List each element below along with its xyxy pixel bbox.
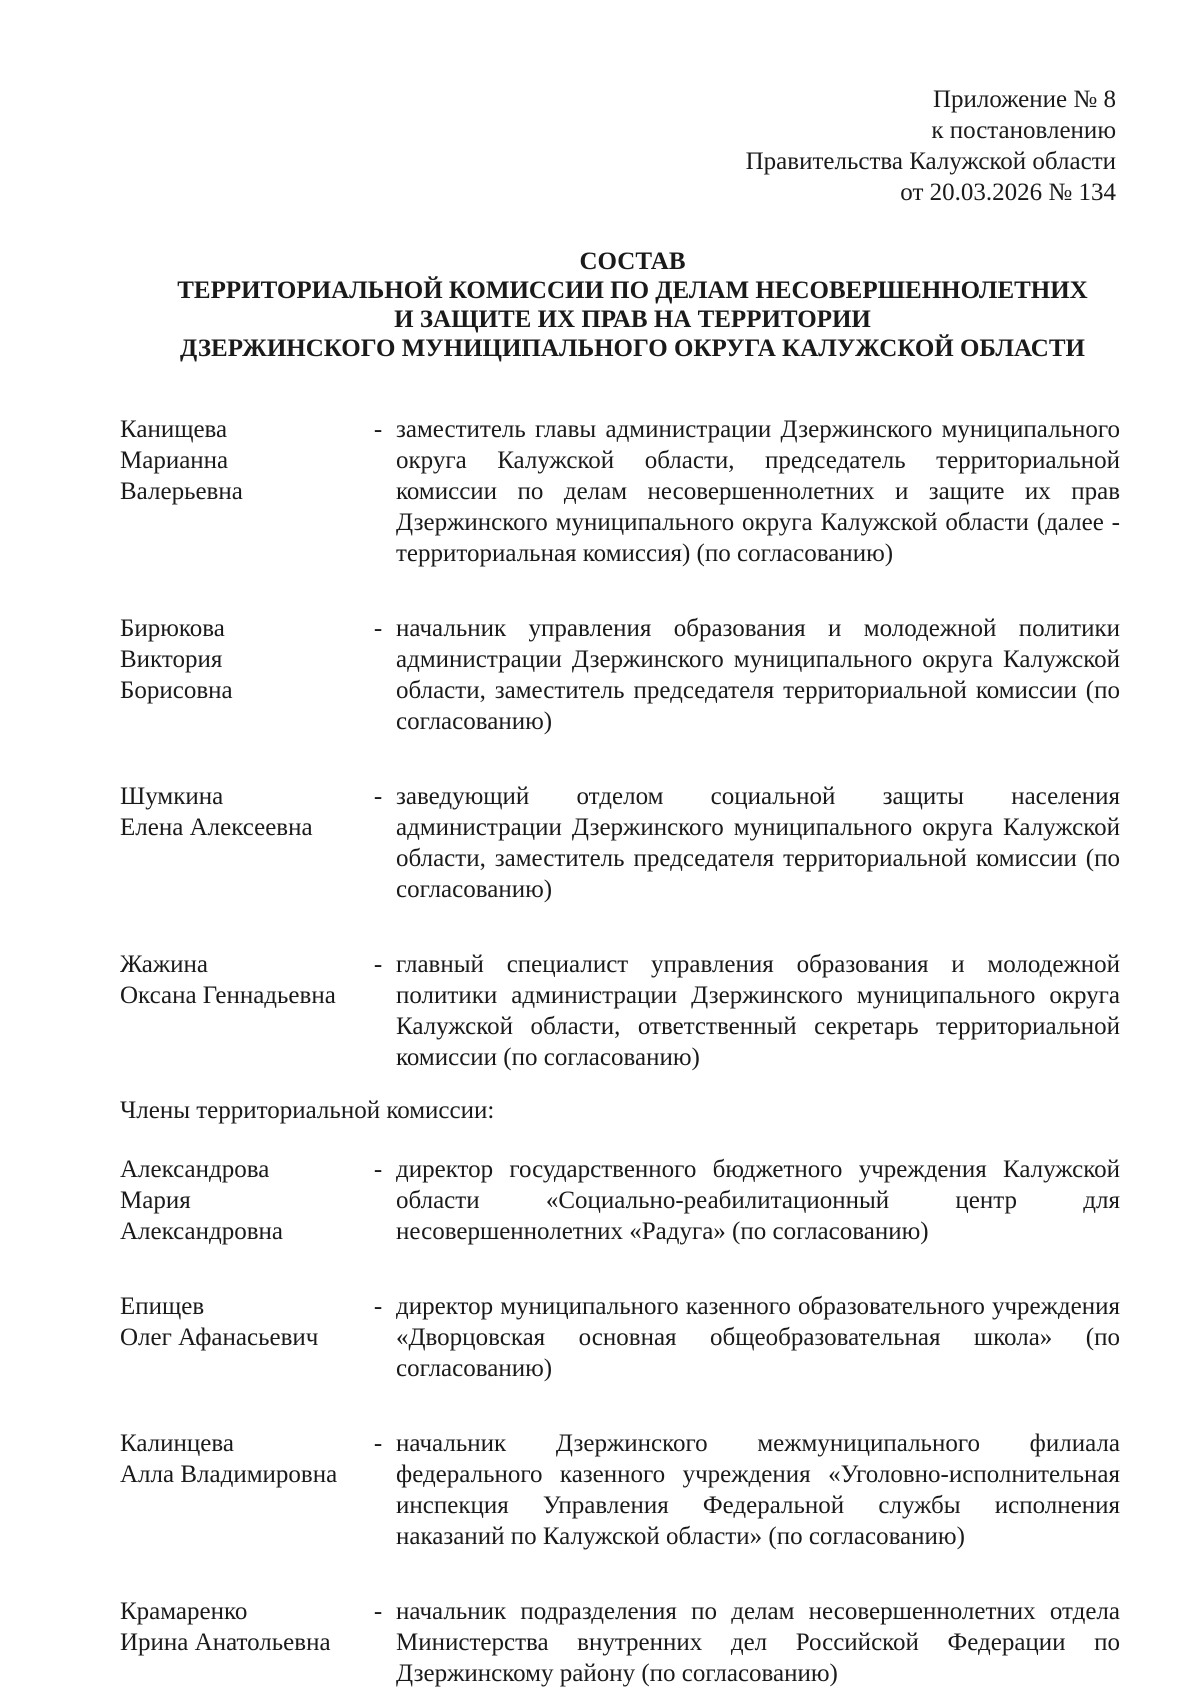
dash: - <box>373 1156 383 1183</box>
appendix-ref: к постановлению <box>931 117 1116 144</box>
dash: - <box>373 615 383 642</box>
dash: - <box>373 1293 383 1320</box>
appendix-date: от 20.03.2026 № 134 <box>900 179 1116 206</box>
person-role: начальник Дзержинского межмуниципального филиала федерального казенного учреждения «Уголовно-исполнительная инспекция Управления Федеральной службы исполнения наказаний по Калужской области» (по согласованию) <box>396 1430 1120 1550</box>
person-name <box>120 414 360 569</box>
members-heading: Члены территориальной комиссии: <box>120 1097 495 1124</box>
name-line: Виктория <box>120 646 223 673</box>
dash: - <box>373 951 383 978</box>
name-line: Борисовна <box>120 677 233 704</box>
member-entry <box>120 1428 1120 1552</box>
person-role: начальник подразделения по делам несовершеннолетних отдела Министерства внутренних дел Российской Федерации по Дзержинскому району (по согласованию) <box>396 1598 1120 1687</box>
person-role: начальник управления образования и молодежной политики администрации Дзержинского муниципального округа Калужской области, заместитель председателя территориальной комиссии (по согласованию) <box>396 615 1120 735</box>
name-line: Крамаренко <box>120 1598 248 1625</box>
title-line-3: И ЗАЩИТЕ ИХ ПРАВ НА ТЕРРИТОРИИ <box>394 306 871 333</box>
name-line: Алла Владимировна <box>120 1461 338 1488</box>
person-name <box>120 613 360 737</box>
person-name <box>120 1428 360 1552</box>
title-line-1: СОСТАВ <box>579 248 686 275</box>
name-line: Елена Алексеевна <box>120 814 313 841</box>
leader-entry <box>120 414 1120 569</box>
appendix-authority: Правительства Калужской области <box>745 148 1116 175</box>
name-line: Олег Афанасьевич <box>120 1324 319 1351</box>
person-role: директор государственного бюджетного учреждения Калужской области «Социально-реабилитационный центр для несовершеннолетних «Радуга» (по согласованию) <box>396 1156 1120 1245</box>
name-line: Шумкина <box>120 783 224 810</box>
name-line: Калинцева <box>120 1430 234 1457</box>
document-title <box>0 247 1200 363</box>
name-line: Канищева <box>120 416 228 443</box>
leader-entry <box>120 781 1120 905</box>
person-name <box>120 1154 360 1247</box>
name-line: Александровна <box>120 1218 284 1245</box>
person-name <box>120 1596 360 1689</box>
commission-list <box>120 414 1120 1689</box>
member-entry <box>120 1291 1120 1384</box>
appendix-block <box>556 84 1116 208</box>
member-entry <box>120 1596 1120 1689</box>
title-line-2: ТЕРРИТОРИАЛЬНОЙ КОМИССИИ ПО ДЕЛАМ НЕСОВЕРШЕННОЛЕТНИХ <box>177 277 1088 304</box>
appendix-number: Приложение № 8 <box>932 86 1116 113</box>
name-line: Жажина <box>120 951 209 978</box>
dash: - <box>373 1430 383 1457</box>
name-line: Александрова <box>120 1156 270 1183</box>
person-role: заведующий отделом социальной защиты населения администрации Дзержинского муниципального округа Калужской области, заместитель председателя территориальной комиссии (по согласованию) <box>396 783 1120 903</box>
person-name <box>120 1291 360 1384</box>
name-line: Бирюкова <box>120 615 225 642</box>
person-role: главный специалист управления образования и молодежной политики администрации Дзержинского муниципального округа Калужской области, ответственный секретарь территориальной комиссии (по согласованию) <box>396 951 1120 1071</box>
name-line: Оксана Геннадьевна <box>120 982 336 1009</box>
dash: - <box>373 1598 383 1625</box>
name-line: Епищев <box>120 1293 205 1320</box>
person-role: директор муниципального казенного образовательного учреждения «Дворцовская основная общеобразовательная школа» (по согласованию) <box>396 1293 1120 1382</box>
person-name <box>120 949 360 1073</box>
name-line: Марианна <box>120 447 229 474</box>
name-line: Валерьевна <box>120 478 243 505</box>
dash: - <box>373 783 383 810</box>
leader-entry <box>120 613 1120 737</box>
member-entry <box>120 1154 1120 1247</box>
title-line-4: ДЗЕРЖИНСКОГО МУНИЦИПАЛЬНОГО ОКРУГА КАЛУЖСКОЙ ОБЛАСТИ <box>180 335 1085 362</box>
person-name <box>120 781 360 905</box>
person-role: заместитель главы администрации Дзержинского муниципального округа Калужской области, председатель территориальной комиссии по делам несовершеннолетних и защите их прав Дзержинского муниципального округа Калужской области (далее - территориальная комиссия) (по согласованию) <box>396 416 1120 567</box>
name-line: Мария <box>120 1187 191 1214</box>
leader-entry <box>120 949 1120 1073</box>
name-line: Ирина Анатольевна <box>120 1629 331 1656</box>
dash: - <box>373 416 383 443</box>
